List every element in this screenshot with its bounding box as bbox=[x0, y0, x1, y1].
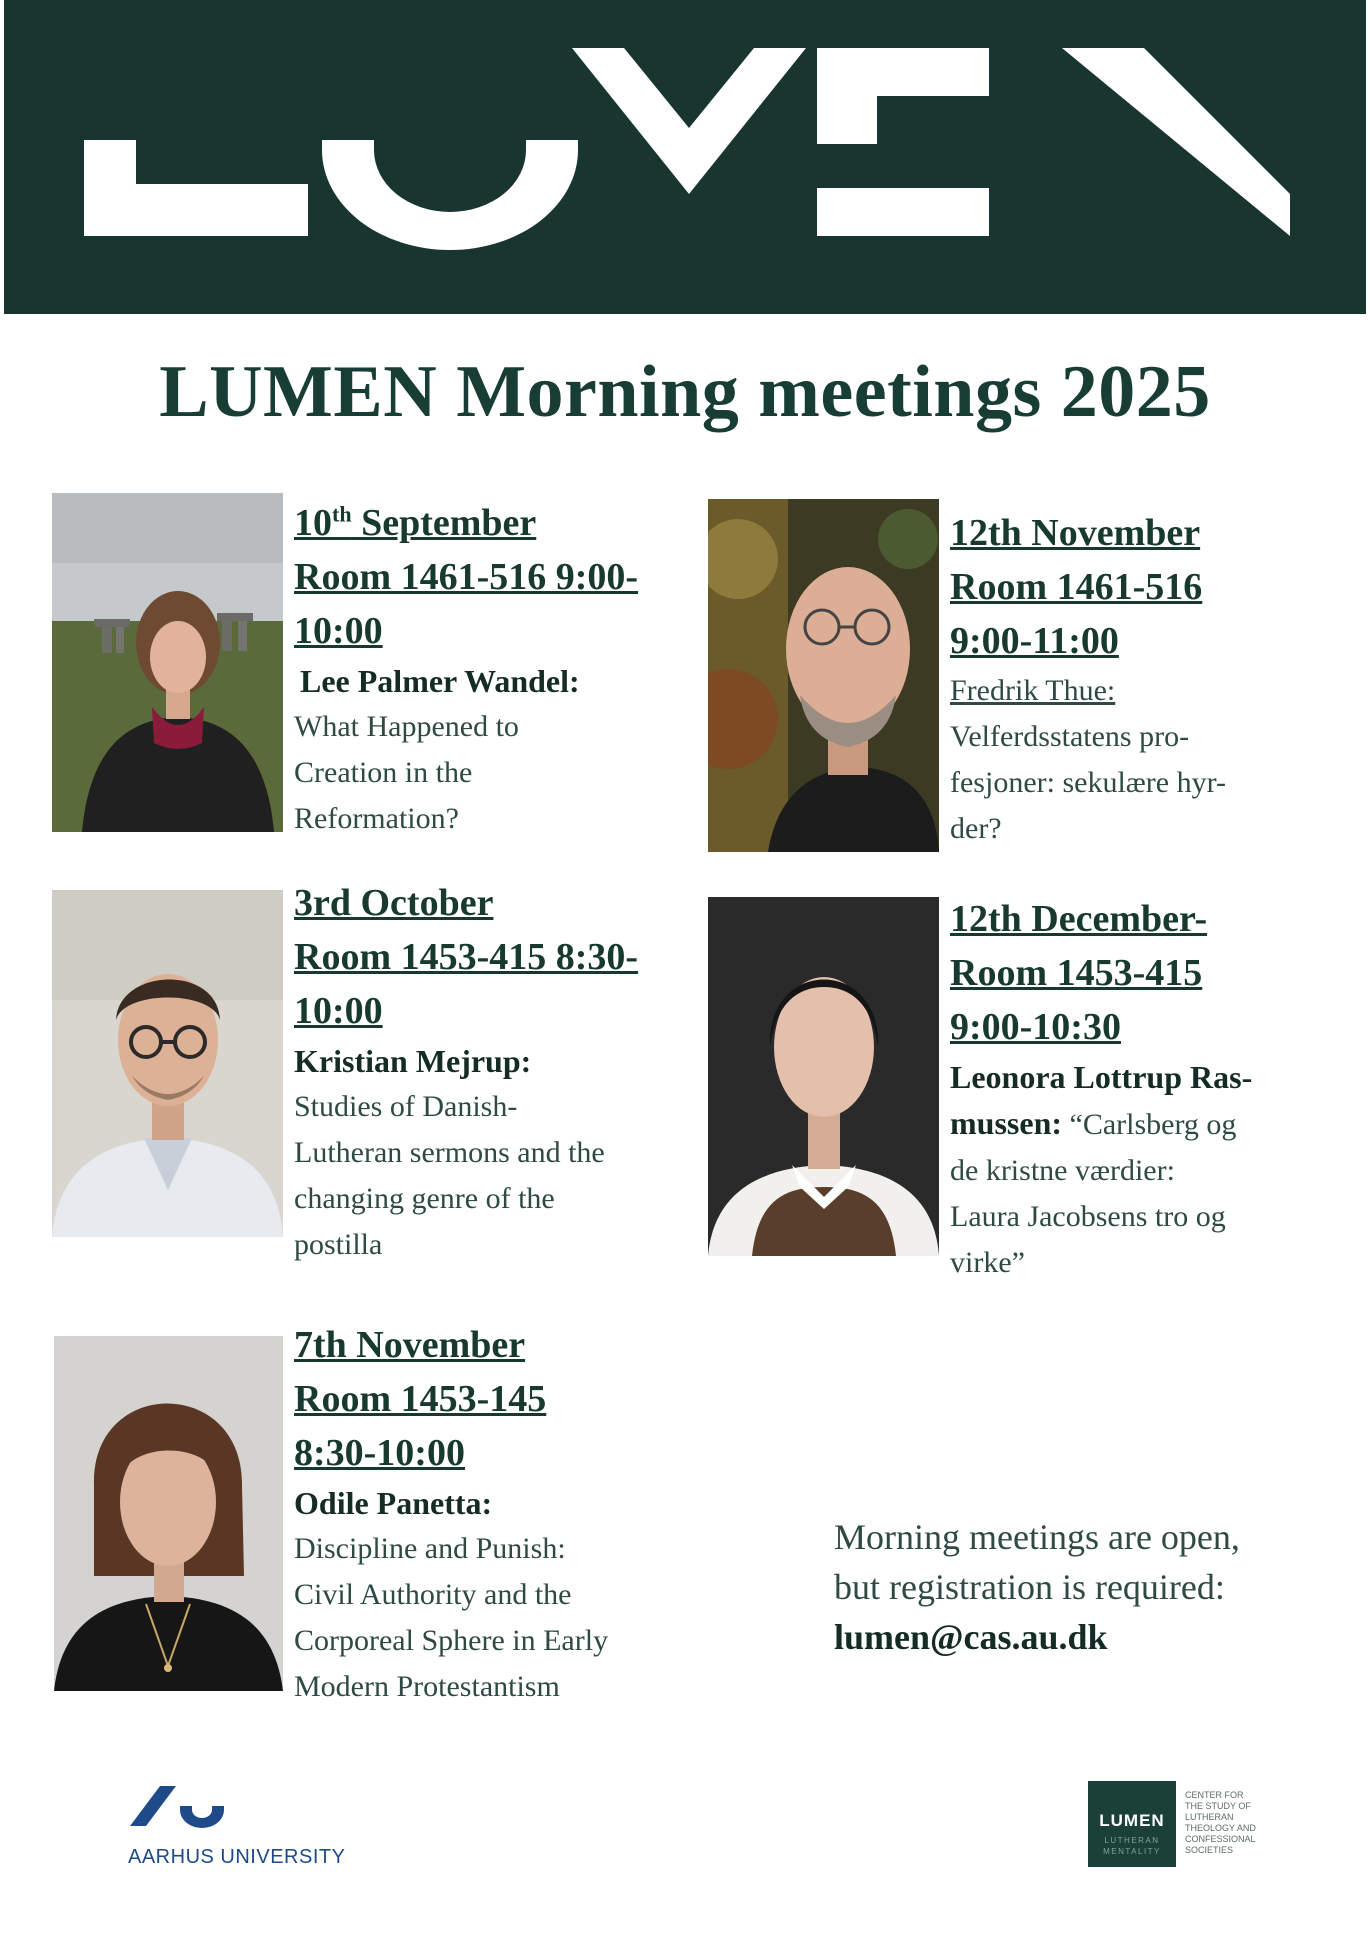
event-topic-line: virke” bbox=[950, 1246, 1025, 1279]
aarhus-university-logo bbox=[126, 1780, 230, 1841]
event-10-september bbox=[294, 496, 694, 842]
contact-email-link[interactable]: lumen@cas.au.dk bbox=[834, 1617, 1108, 1657]
event-topic-line: Creation in the bbox=[294, 756, 473, 789]
speaker-photo-mejrup bbox=[52, 890, 283, 1237]
event-speaker: Odile Panetta: bbox=[294, 1485, 493, 1521]
event-time: 8:30-10:00 bbox=[294, 1432, 465, 1474]
note-line: but registration is required: bbox=[834, 1567, 1225, 1607]
lumen-sub-line: MENTALITY bbox=[1103, 1847, 1161, 1856]
au-logo-mark bbox=[126, 1780, 230, 1836]
event-topic-line: Reformation? bbox=[294, 802, 459, 835]
tagline-line: THE STUDY OF bbox=[1185, 1801, 1251, 1811]
event-topic-line: Corporeal Sphere in Early bbox=[294, 1624, 609, 1657]
event-speaker: Lee Palmer Wandel: bbox=[300, 663, 580, 699]
tagline-line: SOCIETIES bbox=[1185, 1845, 1234, 1855]
event-time: 10:00 bbox=[294, 610, 383, 652]
event-room: Room 1461-516 bbox=[950, 566, 1203, 608]
event-7-november bbox=[294, 1318, 694, 1710]
event-date: 12th December- bbox=[950, 898, 1208, 940]
event-topic-start: “Carlsberg og bbox=[1062, 1108, 1237, 1141]
event-time: 9:00-11:00 bbox=[950, 620, 1119, 662]
note-line: Morning meetings are open, bbox=[834, 1517, 1240, 1557]
event-topic-line: Laura Jacobsens tro og bbox=[950, 1200, 1226, 1233]
event-topic-line: Lutheran sermons and the bbox=[294, 1136, 605, 1169]
aarhus-university-name: AARHUS UNIVERSITY bbox=[128, 1846, 346, 1868]
tagline-line: THEOLOGY AND bbox=[1185, 1823, 1256, 1833]
event-topic-line: der? bbox=[950, 812, 1002, 845]
event-date: 12th November bbox=[950, 512, 1201, 554]
event-topic-line: Velferdsstatens pro- bbox=[950, 720, 1190, 753]
tagline-line: CONFESSIONAL bbox=[1185, 1834, 1256, 1844]
event-room: Room 1453-145 bbox=[294, 1378, 547, 1420]
lumen-logo bbox=[1088, 1781, 1176, 1867]
event-date: 7th November bbox=[294, 1324, 526, 1366]
event-topic-line: fesjoner: sekulære hyr- bbox=[950, 766, 1226, 799]
event-speaker: Kristian Mejrup: bbox=[294, 1043, 532, 1079]
event-room: Room 1453-415 bbox=[950, 952, 1203, 994]
event-topic-line: Studies of Danish- bbox=[294, 1090, 518, 1123]
lumen-tagline bbox=[1185, 1790, 1285, 1856]
registration-note bbox=[834, 1512, 1240, 1662]
event-topic-line: changing genre of the bbox=[294, 1182, 555, 1215]
lumen-logo-subtitle bbox=[1088, 1835, 1176, 1857]
event-room: Room 1461-516 9:00- bbox=[294, 556, 639, 598]
lumen-banner bbox=[4, 0, 1366, 314]
event-12-november bbox=[950, 506, 1290, 852]
speaker-photo-thue bbox=[708, 499, 939, 852]
event-speaker-topic-line bbox=[950, 1100, 1290, 1148]
event-date: 10th September bbox=[294, 501, 537, 544]
event-3-october bbox=[294, 876, 694, 1268]
event-topic-line: de kristne værdier: bbox=[950, 1154, 1175, 1187]
speaker-photo-rasmussen bbox=[708, 897, 939, 1256]
lumen-logo-name: LUMEN bbox=[1099, 1811, 1165, 1830]
page-title: LUMEN Morning meetings 2025 bbox=[159, 351, 1211, 433]
event-speaker-cont: mussen: bbox=[950, 1105, 1063, 1141]
speaker-photo-wandel bbox=[52, 493, 283, 832]
event-date: 3rd October bbox=[294, 882, 494, 924]
event-speaker: Fredrik Thue: bbox=[950, 674, 1116, 707]
event-speaker: Leonora Lottrup Ras- bbox=[950, 1059, 1253, 1095]
speaker-photo-panetta bbox=[54, 1336, 283, 1691]
event-topic-line: What Happened to bbox=[294, 710, 519, 743]
event-time: 10:00 bbox=[294, 990, 383, 1032]
event-topic-line: Modern Protestantism bbox=[294, 1670, 560, 1703]
event-topic-line: Civil Authority and the bbox=[294, 1578, 572, 1611]
lumen-sub-line: LUTHERAN bbox=[1104, 1836, 1160, 1845]
event-12-december bbox=[950, 892, 1290, 1286]
event-room: Room 1453-415 8:30- bbox=[294, 936, 639, 978]
event-time: 9:00-10:30 bbox=[950, 1006, 1121, 1048]
tagline-line: LUTHERAN bbox=[1185, 1812, 1234, 1822]
lumen-logotype bbox=[4, 0, 1366, 314]
event-topic-line: postilla bbox=[294, 1228, 383, 1261]
tagline-line: CENTER FOR bbox=[1185, 1790, 1244, 1800]
event-topic-line: Discipline and Punish: bbox=[294, 1532, 566, 1565]
